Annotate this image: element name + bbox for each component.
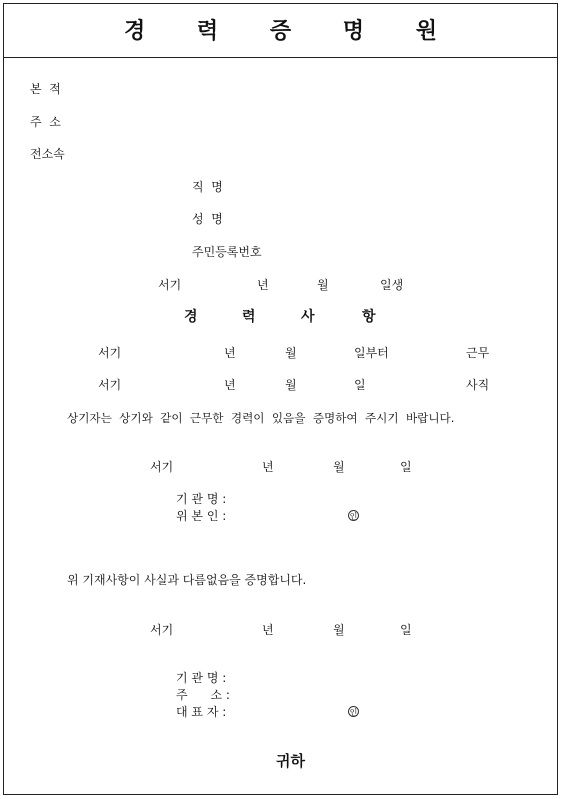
title-char: 력 [196,18,219,44]
title-char: 경 [123,18,146,44]
date2-day: 일 [400,623,412,637]
label-name: 성 명 [192,212,223,226]
career2-day: 일 [354,378,366,392]
document-frame [3,3,558,795]
career2-status: 사직 [466,378,490,392]
section-char: 사 [301,309,315,325]
birth-seogi: 서기 [158,278,182,292]
label-previous-affiliation: 전소속 [30,147,65,161]
career1-seogi: 서기 [98,346,122,360]
career1-status: 근무 [466,346,490,360]
request-text: 상기자는 상기와 같이 근무한 경력이 있음을 증명하여 주시기 바랍니다. [67,411,455,425]
applicant-org-label: 기 관 명 : [176,492,227,506]
label-address: 주 소 [30,115,61,129]
label-resident-number: 주민등록번호 [192,245,262,259]
date2-seogi: 서기 [150,623,174,637]
document-title [3,16,558,46]
title-divider [3,57,558,58]
birth-month: 월 [317,278,329,292]
career1-month: 월 [285,346,297,360]
label-position: 직 명 [192,180,223,194]
seal-mark-icon: 인 [349,708,358,717]
addressee: 귀하 [276,752,305,770]
label-bonjeok: 본 적 [30,82,61,96]
applicant-self-label: 위 본 인 : [176,509,227,523]
confirm-text: 위 기재사항이 사실과 다름없음을 증명합니다. [67,573,307,587]
title-char: 명 [342,18,365,44]
career1-day: 일부터 [354,346,389,360]
date2-year: 년 [262,623,274,637]
career2-seogi: 서기 [98,378,122,392]
birth-year: 년 [257,278,269,292]
date1-year: 년 [262,460,274,474]
section-char: 항 [362,309,376,325]
career1-year: 년 [224,346,236,360]
career2-year: 년 [224,378,236,392]
issuer-org-label: 기 관 명 : [176,671,227,685]
issuer-representative-label: 대 표 자 : [176,705,227,719]
date2-month: 월 [333,623,345,637]
date1-seogi: 서기 [150,460,174,474]
date1-month: 월 [333,460,345,474]
career2-month: 월 [285,378,297,392]
date1-day: 일 [400,460,412,474]
title-char: 증 [269,18,292,44]
issuer-address-label: 주 소 : [176,688,230,702]
section-char: 력 [242,309,256,325]
title-char: 원 [415,18,437,44]
section-char: 경 [184,309,198,325]
seal-mark-icon: 인 [349,512,358,521]
birth-day: 일생 [380,278,404,292]
